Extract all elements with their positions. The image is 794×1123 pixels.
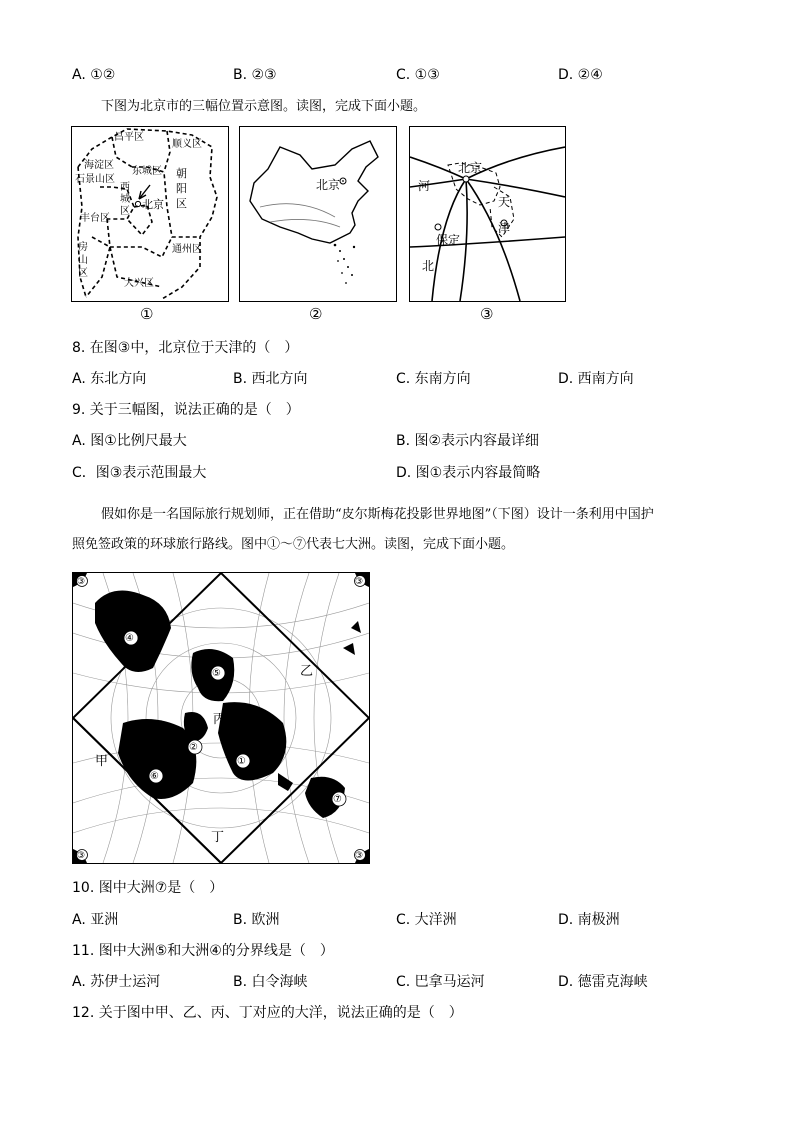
label-shijingshan: 石景山区 [75,174,115,185]
q7-option-a: A. ①② [72,67,116,83]
label-fangshan-2: 山 [78,255,88,266]
label-beijing: 北京 [142,198,164,211]
jingjinji-map [409,126,566,302]
q9-stem: 9. 关于三幅图，说法正确的是（ ） [72,402,300,418]
label-beijing-china: 北京 [316,178,341,192]
peirce-quincuncial-world-map [72,572,370,864]
q10-option-c: C. 大洋洲 [396,912,457,928]
china-location-map [239,126,397,302]
q11-option-c: C. 巴拿马运河 [396,974,485,990]
label-ocean-jia: 甲 [95,754,109,769]
fig1-caption: ① [140,305,154,323]
q7-option-c: C. ①③ [396,67,440,83]
label-antarctica-bl: ③ [77,851,86,861]
label-continent-7: ⑦ [333,794,342,805]
q8-option-c: C. 东南方向 [396,371,471,387]
q10-option-d: D. 南极洲 [558,912,620,928]
q8-option-d: D. 西南方向 [558,371,634,387]
label-antarctica-tr: ③ [355,577,364,587]
label-ocean-bing: 丙 [213,712,227,727]
q9-option-b: B. 图②表示内容最详细 [396,433,540,449]
q8-option-b: B. 西北方向 [233,371,308,387]
label-dongcheng: 东城区 [132,166,162,177]
label-chaoyang-1: 朝 [176,167,187,180]
label-continent-5: ⑤ [212,668,221,679]
label-he: 河 [418,179,431,193]
label-jin: 津 [498,221,511,235]
q10-stem: 10. 图中大洲⑦是（ ） [72,880,224,896]
label-tongzhou: 通州区 [172,244,202,255]
fig2-caption: ② [309,305,323,323]
label-continent-1: ① [237,756,246,767]
q11-stem: 11. 图中大洲⑤和大洲④的分界线是（ ） [72,943,334,959]
label-antarctica-tl: ③ [77,577,86,587]
label-changping: 昌平区 [114,132,144,143]
q9-option-a: A. 图①比例尺最大 [72,433,187,449]
label-daxing: 大兴区 [124,278,154,289]
label-baoding: 保定 [436,233,461,247]
intro-travel-line1: 假如你是一名国际旅行规划师，正在借助“皮尔斯梅花投影世界地图”（下图）设计一条利用中国护 [101,507,654,522]
q11-option-a: A. 苏伊士运河 [72,974,161,990]
q8-stem: 8. 在图③中，北京位于天津的（ ） [72,340,299,356]
label-beijing-regional: 北京 [458,161,483,175]
label-continent-2: ② [189,742,198,753]
q10-option-b: B. 欧洲 [233,912,280,928]
label-continent-4: ④ [125,633,134,644]
label-antarctica-br: ③ [355,851,364,861]
q11-option-d: D. 德雷克海峡 [558,974,648,990]
q11-option-b: B. 白令海峡 [233,974,308,990]
label-xicheng-2: 城 [120,194,130,205]
label-bei: 北 [422,259,435,273]
label-ocean-ding: 丁 [211,830,225,845]
q9-option-d: D. 图①表示内容最简略 [396,465,541,481]
label-continent-6: ⑥ [150,771,159,782]
fig3-caption: ③ [480,305,494,323]
intro-beijing: 下图为北京市的三幅位置示意图。读图，完成下面小题。 [101,99,427,114]
label-shunyi: 顺义区 [172,139,202,150]
q9-option-c: C．图③表示范围最大 [72,465,207,481]
beijing-districts-map [71,126,229,302]
label-fangshan-3: 区 [78,268,88,279]
label-xicheng-3: 区 [120,206,130,217]
q8-option-a: A. 东北方向 [72,371,147,387]
q7-option-d: D. ②④ [558,67,603,83]
label-chaoyang-2: 阳 [176,182,187,195]
label-xicheng-1: 西 [120,182,130,193]
label-fangshan-1: 房 [78,242,88,253]
label-tian: 天 [498,195,511,209]
label-ocean-yi: 乙 [300,664,314,679]
intro-travel-line2: 照免签政策的环球旅行路线。图中①～⑦代表七大洲。读图，完成下面小题。 [72,537,515,552]
label-fengtai: 丰台区 [80,213,110,224]
label-chaoyang-3: 区 [176,197,187,210]
q12-stem: 12. 关于图中甲、乙、丙、丁对应的大洋，说法正确的是（ ） [72,1005,463,1021]
label-haidian: 海淀区 [84,160,114,171]
q10-option-a: A. 亚洲 [72,912,119,928]
q7-option-b: B. ②③ [233,67,277,83]
